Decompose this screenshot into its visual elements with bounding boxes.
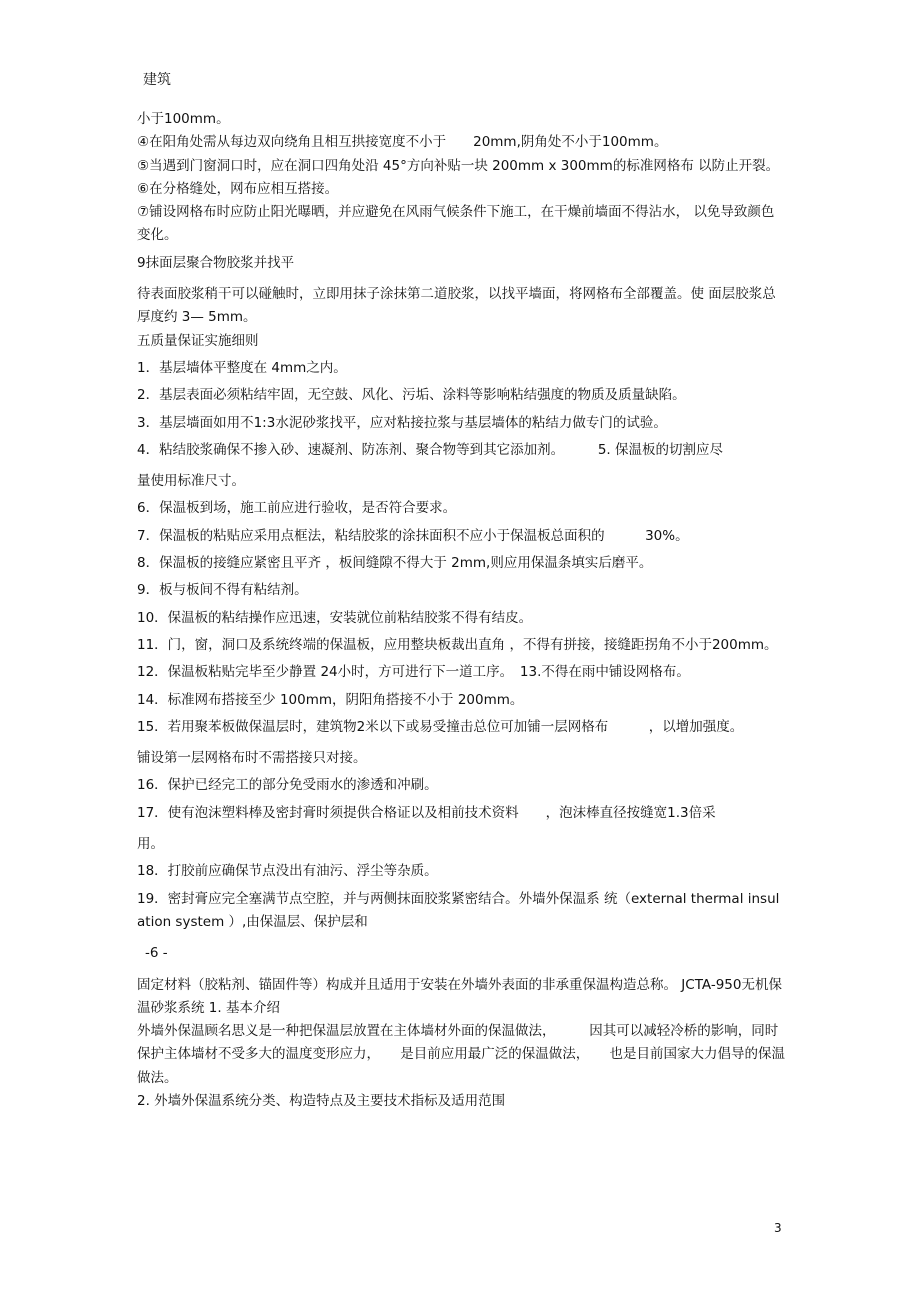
list-item: 19．密封膏应完全塞满节点空腔，并与两侧抹面胶浆紧密结合。外墙外保温系 统（external thermal insulation system ）,由保温层、保护层和 — [137, 890, 780, 930]
text-line: ⑤当遇到门窗洞口时，应在洞口四角处沿 45°方向补贴一块 200mm x 300mm的标准网格布 以防止开裂。 — [137, 157, 780, 174]
page-header-title: 建筑 — [143, 72, 171, 88]
text-line: 待表面胶浆稍干可以碰触时，立即用抹子涂抹第二道胶浆，以找平墙面，将网格布全部覆盖。使 面层胶浆总厚度约 3— 5mm。 — [137, 286, 776, 326]
list-item: 14．标准网布搭接至少 100mm，阴阳角搭接不小于 200mm。 — [137, 691, 524, 708]
section-heading: 2. 外墙外保温系统分类、构造特点及主要技术指标及适用范围 — [137, 1092, 506, 1109]
section-heading: 9抹面层聚合物胶浆并找平 — [137, 254, 295, 271]
list-item: 10．保温板的粘结操作应迅速，安装就位前粘结胶浆不得有结皮。 — [137, 609, 533, 626]
list-item: 6．保温板到场，施工前应进行验收，是否符合要求。 — [137, 500, 457, 517]
list-item: 8．保温板的接缝应紧密且平齐 ，板间缝隙不得大于 2mm,则应用保温条填实后磨平。 — [137, 555, 653, 572]
list-item: 12．保温板粘贴完毕至少静置 24小时，方可进行下一道工序。 13.不得在雨中铺设网格布。 — [137, 664, 690, 681]
section-heading: 五质量保证实施细则 — [137, 332, 259, 349]
document-body — [137, 108, 787, 1113]
list-item-continuation: 铺设第一层网格布时不需搭接只对接。 — [137, 750, 367, 767]
text-line: ④在阳角处需从每边双向绕角且相互拱接宽度不小于 20mm,阴角处不小于100mm。 — [137, 134, 668, 151]
list-item: 3．基层墙面如用不1:3水泥砂浆找平，应对粘接拉浆与基层墙体的粘结力做专门的试验。 — [137, 414, 667, 431]
list-item: 15．若用聚苯板做保温层时，建筑物2米以下或易受撞击总位可加铺一层网格布 ，以增加强度。 — [137, 718, 744, 735]
list-item: 7．保温板的粘贴应采用点框法，粘结胶浆的涂抹面积不应小于保温板总面积的 30%。 — [137, 527, 689, 544]
text-line: 固定材料（胶粘剂、锚固件等）构成并且适用于安装在外墙外表面的非承重保温构造总称。 JCTA-950无机保温砂浆系统 1. 基本介绍 — [137, 976, 782, 1016]
text-line: 小于100mm。 — [137, 111, 230, 127]
list-item: 18．打胶前应确保节点没出有油污、浮尘等杂质。 — [137, 863, 438, 880]
list-item: 16．保护已经完工的部分免受雨水的渗透和冲刷。 — [137, 777, 438, 794]
list-item: 17．使有泡沫塑料棒及密封膏时须提供合格证以及相前技术资料 ，泡沫棒直径按缝宽1.3倍采 — [137, 804, 716, 821]
text-line: ⑥在分格缝处，网布应相互搭接。 — [137, 180, 339, 197]
text-line: ⑦铺设网格布时应防止阳光曝晒，并应避免在风雨气候条件下施工，在干燥前墙面不得沾水， 以免导致颜色变化。 — [137, 204, 775, 244]
list-item: 1．基层墙体平整度在 4mm之内。 — [137, 359, 347, 376]
list-item: 9．板与板间不得有粘结剂。 — [137, 582, 308, 599]
list-item-continuation: 量使用标准尺寸。 — [137, 473, 245, 490]
list-item: 11．门，窗，洞口及系统终端的保温板，应用整块板裁出直角 ，不得有拼接，接缝距拐角不小于200mm。 — [137, 636, 778, 653]
page-number: 3 — [774, 1221, 782, 1235]
list-item-continuation: 用。 — [137, 836, 164, 853]
text-line: 外墙外保温顾名思义是一种把保温层放置在主体墙材外面的保温做法， 因其可以减轻冷桥的影响，同时保护主体墙材不受多大的温度变形应力， 是目前应用最广泛的保温做法， 也是目前国家大力倡导的保温做法。 — [137, 1023, 785, 1086]
list-item: 4．粘结胶浆确保不掺入砂、速凝剂、防冻剂、聚合物等到其它添加剂。 5. 保温板的切割应尽 — [137, 441, 724, 458]
page-marker: -6 - — [145, 945, 168, 962]
list-item: 2．基层表面必须粘结牢固，无空鼓、风化、污垢、涂料等影响粘结强度的物质及质量缺陷。 — [137, 387, 686, 404]
